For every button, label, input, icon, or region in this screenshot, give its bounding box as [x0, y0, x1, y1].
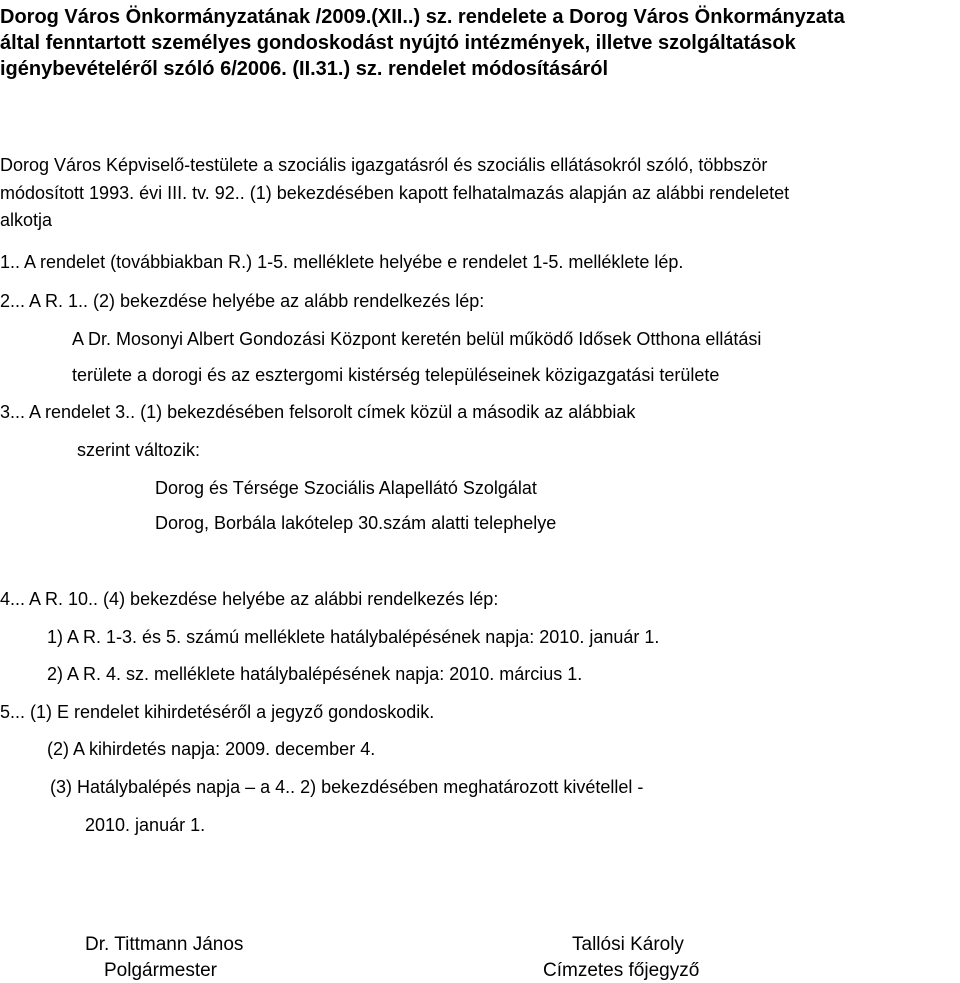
preamble-line: módosított 1993. évi III. tv. 92.. (1) bekezdésében kapott felhatalmazás alapján az alábbi rendeletet: [0, 182, 790, 203]
section-3-quote-line: Dorog, Borbála lakótelep 30.szám alatti telephelye: [155, 513, 557, 533]
section-4: 4... A R. 10.. (4) bekezdése helyébe az alábbi rendelkezés lép:: [0, 589, 499, 609]
preamble-line: Dorog Város Képviselő-testülete a szociális igazgatásról és szociális ellátásokról szóló, többször: [0, 155, 768, 175]
notary-name: Tallósi Károly: [572, 934, 684, 955]
section-2: 2... A R. 1.. (2) bekezdése helyébe az alább rendelkezés lép:: [0, 291, 485, 311]
section-3-quote-line: Dorog és Térsége Szociális Alapellátó Szolgálat: [155, 478, 537, 498]
preamble-line: alkotja: [0, 210, 53, 230]
section-4-item: 1) A R. 1-3. és 5. számú melléklete hatálybalépésének napja: 2010. január 1.: [47, 627, 660, 647]
section-5: 5... (1) E rendelet kihirdetéséről a jegyző gondoskodik.: [0, 702, 435, 722]
mayor-name: Dr. Tittmann János: [85, 934, 244, 955]
title-line: által fenntartott személyes gondoskodást nyújtó intézmények, illetve szolgáltatások: [0, 32, 796, 54]
section-3: 3... A rendelet 3.. (1) bekezdésében felsorolt címek közül a második az alábbiak: [0, 402, 636, 422]
section-2-quote-line: területe a dorogi és az esztergomi kistérség településeinek közigazgatási területe: [72, 365, 720, 385]
document-title: [0, 4, 960, 82]
preamble: [0, 152, 960, 235]
section-5-paragraph: (3) Hatálybalépés napja – a 4.. 2) bekezdésében meghatározott kivétellel -: [50, 777, 644, 797]
notary-title: Címzetes főjegyző: [543, 960, 700, 981]
section-1: 1.. A rendelet (továbbiakban R.) 1-5. melléklete helyébe e rendelet 1-5. melléklete lép.: [0, 252, 684, 272]
section-2-quote-line: A Dr. Mosonyi Albert Gondozási Központ keretén belül működő Idősek Otthona ellátási: [72, 329, 762, 349]
title-line: igénybevételéről szóló 6/2006. (II.31.) sz. rendelet módosításáról: [0, 58, 608, 80]
section-5-paragraph: (2) A kihirdetés napja: 2009. december 4.: [47, 739, 376, 759]
section-5-continuation: 2010. január 1.: [85, 815, 206, 835]
section-4-item: 2) A R. 4. sz. melléklete hatálybalépésének napja: 2010. március 1.: [47, 664, 583, 684]
mayor-title: Polgármester: [104, 960, 217, 981]
section-3-continuation: szerint változik:: [77, 440, 201, 460]
title-line: Dorog Város Önkormányzatának /2009.(XII..) sz. rendelete a Dorog Város Önkormányzata: [0, 6, 845, 28]
